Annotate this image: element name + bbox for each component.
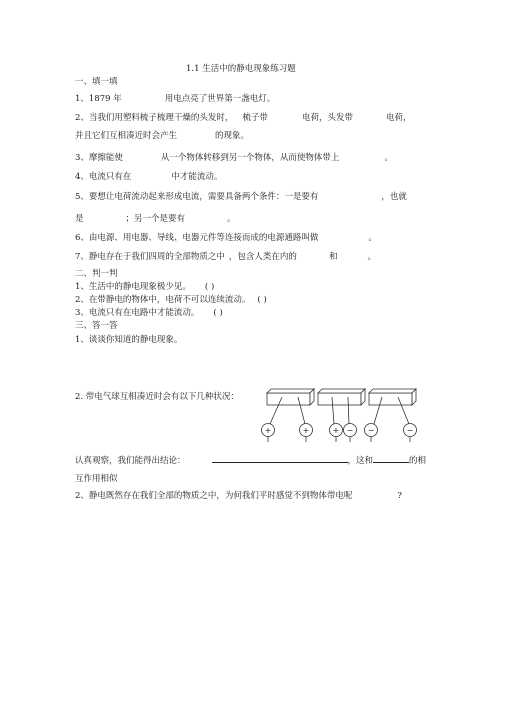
conclusion-text-b: ，这和 [347,456,374,466]
fill-q4-text-b: 中才能流动。 [171,172,223,182]
conclusion-text-a: 认真观察，我们能得出结论： [75,456,186,466]
answer-q3-mark: ? [397,491,402,501]
fill-q6-text-a: 6、由电源、用电器、导线、电器元件等连接而成的电源通路叫做 [75,233,319,243]
judge-q2-text: 2、在带静电的物体中，电荷不可以连续流动。 [75,295,251,305]
balloon-sign-6: − [406,426,414,435]
fill-q7-text-d: 。 [367,252,376,262]
balloon-sign-3: + [332,426,340,435]
fill-q2-line2-b: 的现象。 [215,131,250,141]
fill-q5-text-a: 5、要想让电荷流动起来形成电流，需要具备两个条件：一是要有 [75,192,319,202]
conclusion-blank-1[interactable] [212,453,348,463]
answer-q1: 1、谈谈你知道的静电现象。 [75,335,183,345]
balloon-sign-5: − [367,426,375,435]
balloon-sign-4: − [346,426,354,435]
fill-q1-text-a: 1、1879 年 [75,94,122,104]
fill-q5-line2-b: ；另一个是要有 [125,214,186,224]
section2-heading: 二、判一判 [75,269,118,279]
answer-q3-text: 2、静电既然存在我们全部的物质之中，为何我们平时感觉不到物体带电呢 [75,491,353,501]
fill-q7-text-b: ，包含人类在内的 [228,252,297,262]
fill-q1-text-b: 用电点亮了世界第一盏电灯。 [164,94,276,104]
fill-q2-line2-a: 并且它们互相凑近时会产生 [75,131,178,141]
rod-2 [318,389,365,405]
conclusion-line2: 互作用相似 [75,474,118,484]
page-title: 1.1 生活中的静电现象练习题 [186,64,296,74]
fill-q3-text-a: 3、摩擦能使 [75,153,123,163]
fill-q5-text-b: ，也就 [381,192,407,202]
fill-q6-text-b: 。 [368,233,377,243]
fill-q2-text-b: 梳子带 [242,113,268,123]
rod-3 [369,389,416,405]
conclusion-text-c: 的相 [409,456,427,466]
judge-q3-text: 3、电流只有在电路中才能流动。 [75,308,200,318]
fill-q3-text-b: 从一个物体转移到另一个物体，从而使物体带上 [160,153,340,163]
fill-q2-text-a: 2、当我们用塑料梳子梳理干燥的头发时， [75,113,234,123]
fill-q4-text-a: 4、电流只有在 [75,172,132,182]
fill-q7-text-c: 和 [328,252,338,262]
section3-heading: 三、答一答 [75,321,118,331]
fill-q2-text-d: 电荷， [385,113,412,123]
fill-q7-text-a: 7、静电存在于我们四周的全部物质之中 [75,252,225,262]
fill-q5-line2-c: 。 [227,214,236,224]
judge-q3-answer[interactable]: ( ) [213,308,223,318]
fill-q2-text-c: 电荷，头发带 [301,113,353,123]
rod-1 [267,389,314,405]
answer-q2-label: 2. 带电气球互相凑近时会有以下几种状况： [75,392,239,402]
judge-q1-text: 1、生活中的静电现象极少见。 [75,282,191,292]
conclusion-line1 [75,453,426,467]
balloon-sign-1: + [264,426,272,435]
answer-q3 [75,491,402,502]
judge-q1-answer[interactable]: ( ) [204,282,215,292]
judge-q2-answer[interactable]: ( ) [257,295,267,305]
conclusion-blank-2[interactable] [373,453,409,463]
section1-heading: 一、填一填 [75,77,118,87]
fill-q3-text-c: 。 [384,153,393,163]
balloon-sign-2: + [302,426,310,435]
fill-q5-line2-a: 是 [75,214,84,224]
